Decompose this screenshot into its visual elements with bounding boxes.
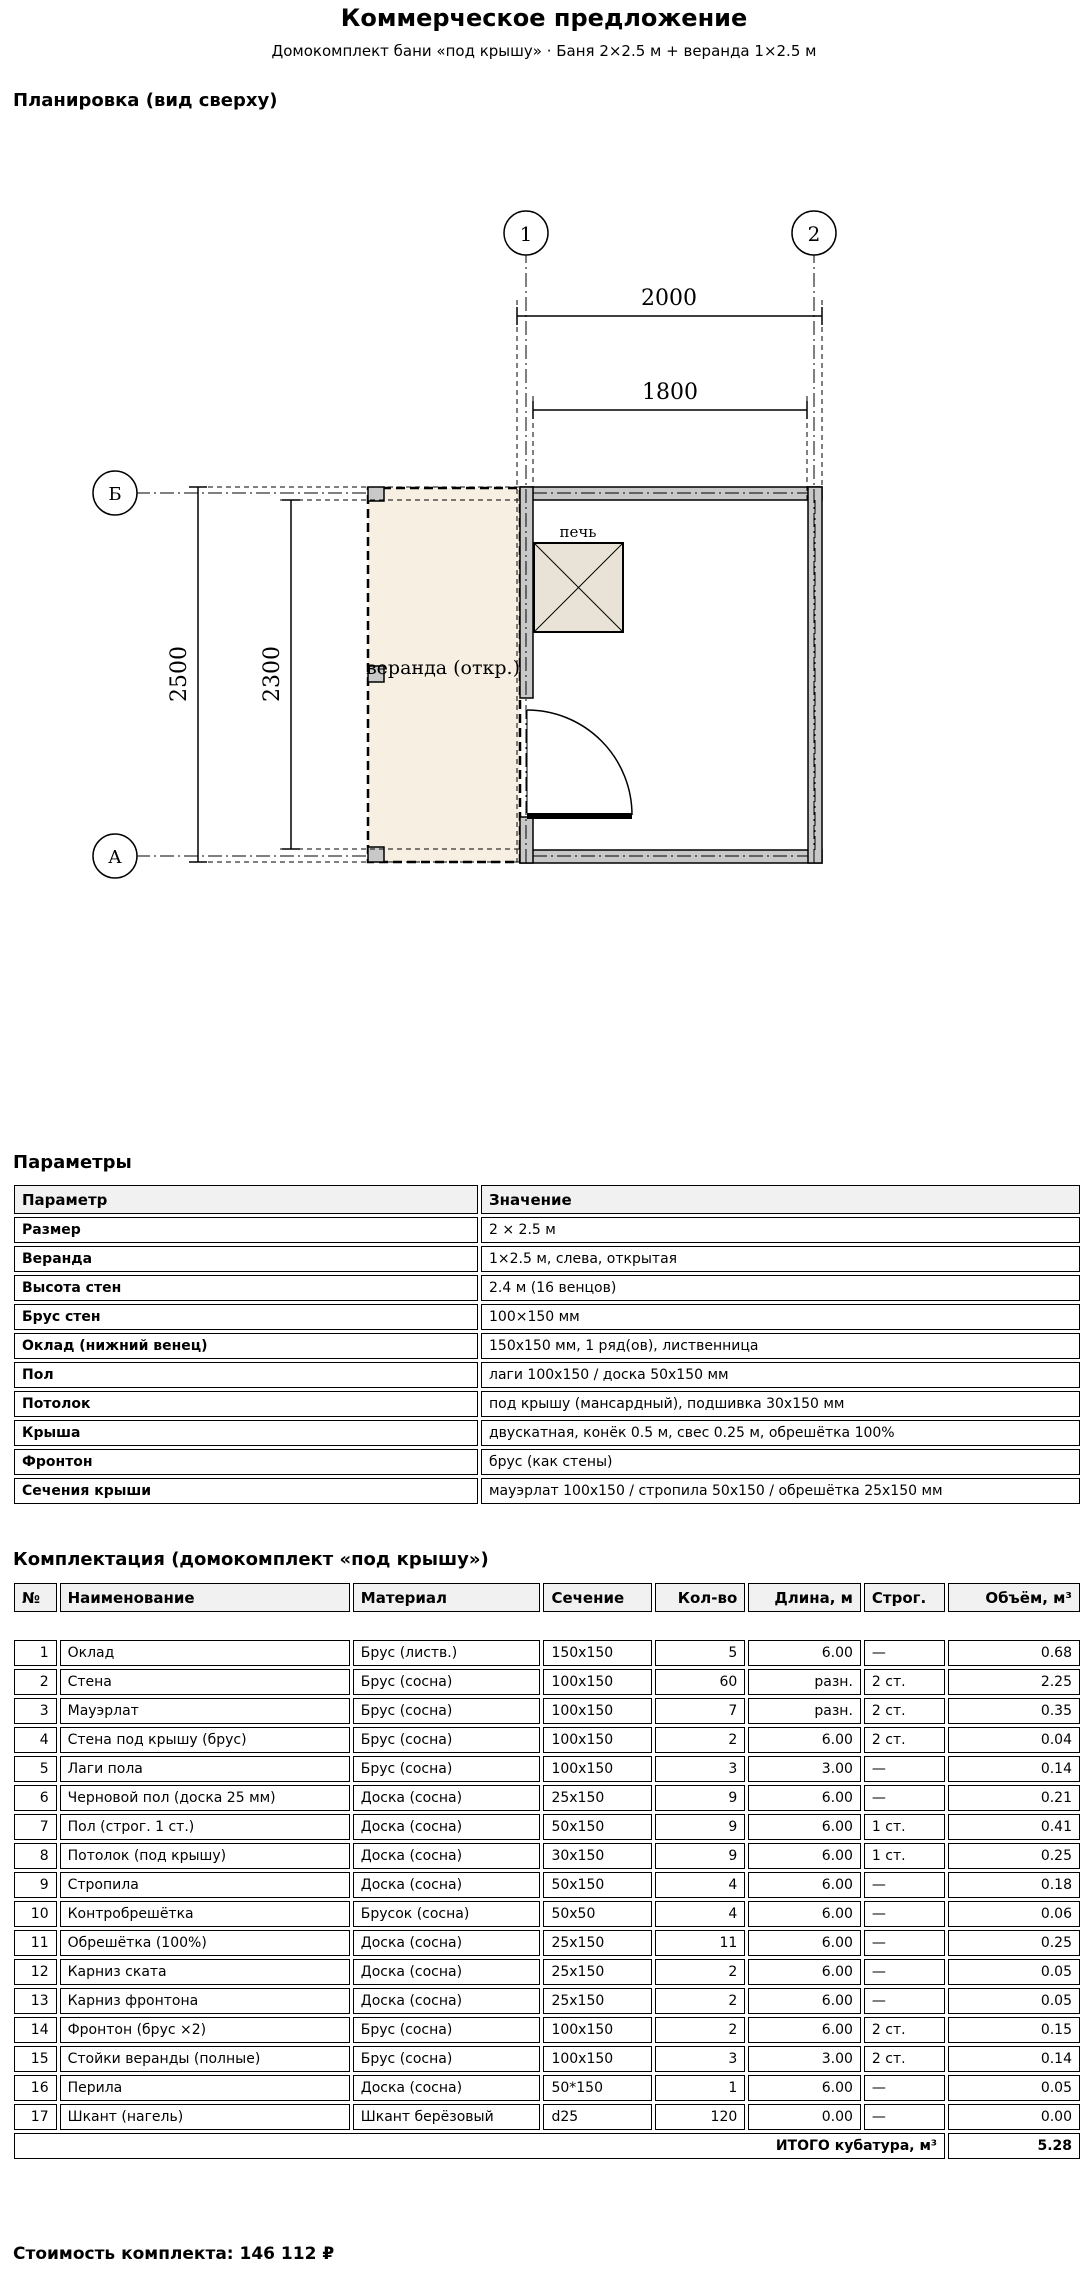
bom-cell-section: 150x150 xyxy=(543,1640,652,1666)
stove xyxy=(534,543,623,632)
param-name: Оклад (нижний венец) xyxy=(14,1333,478,1359)
bom-col-section: Сечение xyxy=(543,1583,652,1612)
bom-cell-num: 3 xyxy=(14,1698,57,1724)
bom-cell-num: 12 xyxy=(14,1959,57,1985)
bom-col-material: Материал xyxy=(353,1583,541,1612)
bom-col-length: Длина, м xyxy=(748,1583,861,1612)
bom-cell-length: 6.00 xyxy=(748,2017,861,2043)
bom-cell-volume: 0.68 xyxy=(948,1640,1080,1666)
table-row xyxy=(14,1785,1080,1811)
bom-cell-num: 17 xyxy=(14,2104,57,2130)
door xyxy=(527,710,632,819)
table-row xyxy=(14,1988,1080,2014)
svg-text:2500: 2500 xyxy=(167,646,192,702)
bom-header-row xyxy=(14,1583,1080,1612)
table-row xyxy=(14,1901,1080,1927)
bom-cell-num: 11 xyxy=(14,1930,57,1956)
bom-cell-planing: 2 ст. xyxy=(864,2017,945,2043)
param-name: Фронтон xyxy=(14,1449,478,1475)
bom-cell-num: 6 xyxy=(14,1785,57,1811)
bom-cell-section: 100x150 xyxy=(543,1756,652,1782)
params-row xyxy=(14,1362,1080,1388)
param-value: 150x150 мм, 1 ряд(ов), лиственница xyxy=(481,1333,1080,1359)
param-value: под крышу (мансардный), подшивка 30x150 мм xyxy=(481,1391,1080,1417)
bom-cell-planing: — xyxy=(864,1640,945,1666)
bom-cell-length: 6.00 xyxy=(748,1872,861,1898)
table-row xyxy=(14,1640,1080,1666)
param-value: брус (как стены) xyxy=(481,1449,1080,1475)
bom-cell-planing: 2 ст. xyxy=(864,1698,945,1724)
bom-cell-section: 30x150 xyxy=(543,1843,652,1869)
bom-cell-qty: 4 xyxy=(655,1872,745,1898)
bom-cell-qty: 4 xyxy=(655,1901,745,1927)
veranda-post-top xyxy=(368,487,384,501)
params-row xyxy=(14,1420,1080,1446)
bom-cell-planing: — xyxy=(864,2075,945,2101)
bom-cell-section: 100x150 xyxy=(543,2017,652,2043)
kit-cost: Стоимость комплекта: 146 112 ₽ xyxy=(13,2244,335,2264)
bom-cell-planing: — xyxy=(864,1959,945,1985)
bom-col-volume: Объём, м³ xyxy=(948,1583,1080,1612)
svg-text:А: А xyxy=(108,847,122,868)
bom-cell-section: 50*150 xyxy=(543,2075,652,2101)
bom-cell-volume: 0.00 xyxy=(948,2104,1080,2130)
table-row xyxy=(14,1872,1080,1898)
bom-cell-volume: 0.05 xyxy=(948,1988,1080,2014)
bom-cell-section: 100x150 xyxy=(543,1669,652,1695)
bom-col-planing: Строг. xyxy=(864,1583,945,1612)
bom-cell-material: Брус (сосна) xyxy=(353,1698,541,1724)
bom-cell-section: 25x150 xyxy=(543,1959,652,1985)
table-row xyxy=(14,1698,1080,1724)
bom-cell-qty: 2 xyxy=(655,2017,745,2043)
bom-total-label: ИТОГО кубатура, м³ xyxy=(14,2133,945,2159)
params-header-row xyxy=(14,1185,1080,1214)
param-name: Размер xyxy=(14,1217,478,1243)
bom-cell-length: 6.00 xyxy=(748,1640,861,1666)
bom-cell-qty: 2 xyxy=(655,1727,745,1753)
bom-cell-material: Брус (сосна) xyxy=(353,1669,541,1695)
bom-cell-material: Доска (сосна) xyxy=(353,1872,541,1898)
floor-plan-drawing xyxy=(0,120,1088,1020)
bom-cell-length: 6.00 xyxy=(748,1988,861,2014)
bom-cell-length: 6.00 xyxy=(748,2075,861,2101)
bom-cell-qty: 3 xyxy=(655,1756,745,1782)
stove-label: печь xyxy=(559,523,597,541)
bom-cell-planing: — xyxy=(864,2104,945,2130)
bom-cell-num: 9 xyxy=(14,1872,57,1898)
bom-cell-material: Брус (листв.) xyxy=(353,1640,541,1666)
bom-cell-section: 50x150 xyxy=(543,1872,652,1898)
bom-cell-qty: 2 xyxy=(655,1959,745,1985)
bom-cell-num: 8 xyxy=(14,1843,57,1869)
bom-cell-material: Доска (сосна) xyxy=(353,1930,541,1956)
bom-cell-volume: 0.15 xyxy=(948,2017,1080,2043)
bom-cell-volume: 2.25 xyxy=(948,1669,1080,1695)
bom-cell-num: 15 xyxy=(14,2046,57,2072)
bom-cell-length: 6.00 xyxy=(748,1843,861,1869)
bom-cell-planing: 1 ст. xyxy=(864,1814,945,1840)
bom-cell-material: Доска (сосна) xyxy=(353,1843,541,1869)
bom-cell-name: Оклад xyxy=(60,1640,350,1666)
bom-cell-num: 4 xyxy=(14,1727,57,1753)
bom-cell-planing: 2 ст. xyxy=(864,2046,945,2072)
table-row xyxy=(14,2104,1080,2130)
bom-cell-section: 50x50 xyxy=(543,1901,652,1927)
plan-heading: Планировка (вид сверху) xyxy=(13,90,278,111)
params-row xyxy=(14,1304,1080,1330)
bom-cell-name: Обрешётка (100%) xyxy=(60,1930,350,1956)
param-name: Брус стен xyxy=(14,1304,478,1330)
params-row xyxy=(14,1478,1080,1504)
param-value: лаги 100x150 / доска 50x150 мм xyxy=(481,1362,1080,1388)
bom-cell-section: d25 xyxy=(543,2104,652,2130)
param-value: 2.4 м (16 венцов) xyxy=(481,1275,1080,1301)
bom-cell-length: 6.00 xyxy=(748,1930,861,1956)
bom-table xyxy=(11,1580,1083,2162)
bom-cell-section: 100x150 xyxy=(543,2046,652,2072)
bom-cell-name: Стена xyxy=(60,1669,350,1695)
svg-text:2300: 2300 xyxy=(260,646,285,702)
bom-cell-num: 16 xyxy=(14,2075,57,2101)
table-row xyxy=(14,2046,1080,2072)
bom-cell-num: 2 xyxy=(14,1669,57,1695)
bom-cell-length: разн. xyxy=(748,1669,861,1695)
bom-cell-length: 6.00 xyxy=(748,1959,861,1985)
bom-cell-qty: 5 xyxy=(655,1640,745,1666)
bom-cell-name: Карниз фронтона xyxy=(60,1988,350,2014)
bom-spacer-row xyxy=(14,1615,1080,1637)
bom-cell-num: 14 xyxy=(14,2017,57,2043)
bom-cell-name: Пол (строг. 1 ст.) xyxy=(60,1814,350,1840)
bom-col-name: Наименование xyxy=(60,1583,350,1612)
svg-text:1800: 1800 xyxy=(642,380,698,405)
bom-cell-material: Брус (сосна) xyxy=(353,1727,541,1753)
params-row xyxy=(14,1391,1080,1417)
param-name: Сечения крыши xyxy=(14,1478,478,1504)
bom-cell-length: 3.00 xyxy=(748,1756,861,1782)
bom-cell-qty: 9 xyxy=(655,1785,745,1811)
bom-cell-name: Фронтон (брус ×2) xyxy=(60,2017,350,2043)
table-row xyxy=(14,1843,1080,1869)
bom-cell-num: 10 xyxy=(14,1901,57,1927)
bom-cell-qty: 9 xyxy=(655,1814,745,1840)
svg-text:Б: Б xyxy=(108,484,122,505)
param-name: Высота стен xyxy=(14,1275,478,1301)
axis-bubble-a xyxy=(93,834,137,878)
bom-total-value: 5.28 xyxy=(948,2133,1080,2159)
bom-cell-volume: 0.04 xyxy=(948,1727,1080,1753)
table-row xyxy=(14,2075,1080,2101)
param-value: двускатная, конёк 0.5 м, свес 0.25 м, обрешётка 100% xyxy=(481,1420,1080,1446)
bom-cell-volume: 0.18 xyxy=(948,1872,1080,1898)
params-row xyxy=(14,1333,1080,1359)
bom-cell-length: 6.00 xyxy=(748,1785,861,1811)
param-name: Потолок xyxy=(14,1391,478,1417)
bom-cell-volume: 0.35 xyxy=(948,1698,1080,1724)
bom-cell-num: 13 xyxy=(14,1988,57,2014)
svg-text:2000: 2000 xyxy=(641,286,697,311)
params-heading: Параметры xyxy=(13,1152,132,1173)
axis-bubble-2 xyxy=(792,211,836,255)
bom-cell-section: 100x150 xyxy=(543,1698,652,1724)
table-row xyxy=(14,1959,1080,1985)
dimension-inner-width xyxy=(533,380,807,419)
page-subtitle: Домокомплект бани «под крышу» · Баня 2×2.5 м + веранда 1×2.5 м xyxy=(271,42,817,60)
bom-cell-planing: 1 ст. xyxy=(864,1843,945,1869)
bom-cell-section: 25x150 xyxy=(543,1988,652,2014)
bom-col-qty: Кол-во xyxy=(655,1583,745,1612)
param-value: 100×150 мм xyxy=(481,1304,1080,1330)
bom-cell-num: 7 xyxy=(14,1814,57,1840)
bom-cell-name: Перила xyxy=(60,2075,350,2101)
params-table xyxy=(11,1182,1083,1507)
axis-bubble-b xyxy=(93,471,137,515)
bom-cell-volume: 0.06 xyxy=(948,1901,1080,1927)
bom-cell-length: 6.00 xyxy=(748,1901,861,1927)
bom-cell-section: 50x150 xyxy=(543,1814,652,1840)
bom-cell-length: 3.00 xyxy=(748,2046,861,2072)
bom-cell-qty: 2 xyxy=(655,1988,745,2014)
bom-cell-qty: 7 xyxy=(655,1698,745,1724)
axis-bubble-1 xyxy=(504,211,548,255)
table-row xyxy=(14,1814,1080,1840)
bom-cell-material: Брусок (сосна) xyxy=(353,1901,541,1927)
bom-cell-qty: 60 xyxy=(655,1669,745,1695)
bom-cell-planing: — xyxy=(864,1785,945,1811)
params-row xyxy=(14,1217,1080,1243)
dimension-outer-length xyxy=(167,487,207,862)
dimension-outer-width xyxy=(517,286,822,325)
bom-cell-volume: 0.21 xyxy=(948,1785,1080,1811)
bom-cell-section: 25x150 xyxy=(543,1930,652,1956)
bom-cell-section: 25x150 xyxy=(543,1785,652,1811)
bom-cell-material: Доска (сосна) xyxy=(353,1785,541,1811)
param-value: 1×2.5 м, слева, открытая xyxy=(481,1246,1080,1272)
bom-cell-qty: 9 xyxy=(655,1843,745,1869)
svg-text:2: 2 xyxy=(807,222,821,246)
params-row xyxy=(14,1246,1080,1272)
bom-cell-name: Контробрешётка xyxy=(60,1901,350,1927)
param-value: 2 × 2.5 м xyxy=(481,1217,1080,1243)
bom-cell-planing: — xyxy=(864,1901,945,1927)
page-title: Коммерческое предложение xyxy=(340,4,748,32)
bom-cell-qty: 3 xyxy=(655,2046,745,2072)
table-row xyxy=(14,1669,1080,1695)
table-row xyxy=(14,1756,1080,1782)
bom-cell-planing: 2 ст. xyxy=(864,1727,945,1753)
bom-cell-name: Мауэрлат xyxy=(60,1698,350,1724)
bom-cell-material: Шкант берёзовый xyxy=(353,2104,541,2130)
bom-cell-name: Карниз ската xyxy=(60,1959,350,1985)
param-value: мауэрлат 100x150 / стропила 50x150 / обрешётка 25x150 мм xyxy=(481,1478,1080,1504)
bom-cell-name: Стена под крышу (брус) xyxy=(60,1727,350,1753)
bom-cell-material: Брус (сосна) xyxy=(353,1756,541,1782)
bom-cell-material: Доска (сосна) xyxy=(353,1814,541,1840)
bom-cell-planing: — xyxy=(864,1756,945,1782)
bom-cell-volume: 0.05 xyxy=(948,1959,1080,1985)
table-row xyxy=(14,2017,1080,2043)
bom-cell-material: Доска (сосна) xyxy=(353,1988,541,2014)
bom-cell-section: 100x150 xyxy=(543,1727,652,1753)
bom-cell-material: Доска (сосна) xyxy=(353,2075,541,2101)
bom-cell-volume: 0.14 xyxy=(948,1756,1080,1782)
bom-cell-name: Шкант (нагель) xyxy=(60,2104,350,2130)
bom-cell-name: Лаги пола xyxy=(60,1756,350,1782)
bom-cell-qty: 1 xyxy=(655,2075,745,2101)
params-col-param: Параметр xyxy=(14,1185,478,1214)
bom-cell-name: Черновой пол (доска 25 мм) xyxy=(60,1785,350,1811)
bom-cell-length: 0.00 xyxy=(748,2104,861,2130)
table-row xyxy=(14,1727,1080,1753)
params-row xyxy=(14,1449,1080,1475)
bom-cell-length: 6.00 xyxy=(748,1727,861,1753)
bom-total-row xyxy=(14,2133,1080,2159)
table-row xyxy=(14,1930,1080,1956)
bom-cell-length: разн. xyxy=(748,1698,861,1724)
bom-cell-name: Потолок (под крышу) xyxy=(60,1843,350,1869)
param-name: Крыша xyxy=(14,1420,478,1446)
bom-cell-planing: — xyxy=(864,1872,945,1898)
param-name: Пол xyxy=(14,1362,478,1388)
bom-cell-material: Брус (сосна) xyxy=(353,2017,541,2043)
bom-cell-volume: 0.14 xyxy=(948,2046,1080,2072)
bom-cell-volume: 0.41 xyxy=(948,1814,1080,1840)
svg-text:1: 1 xyxy=(519,222,533,246)
bom-cell-volume: 0.25 xyxy=(948,1930,1080,1956)
bom-col-num: № xyxy=(14,1583,57,1612)
bom-cell-volume: 0.25 xyxy=(948,1843,1080,1869)
veranda-label: веранда (откр.) xyxy=(365,657,521,679)
bom-cell-material: Брус (сосна) xyxy=(353,2046,541,2072)
bom-cell-length: 6.00 xyxy=(748,1814,861,1840)
bom-cell-name: Стойки веранды (полные) xyxy=(60,2046,350,2072)
dimension-inner-length xyxy=(260,500,300,849)
bom-cell-planing: — xyxy=(864,1988,945,2014)
bom-cell-qty: 11 xyxy=(655,1930,745,1956)
bom-cell-name: Стропила xyxy=(60,1872,350,1898)
bom-cell-planing: — xyxy=(864,1930,945,1956)
bom-cell-num: 5 xyxy=(14,1756,57,1782)
bom-cell-volume: 0.05 xyxy=(948,2075,1080,2101)
bom-cell-num: 1 xyxy=(14,1640,57,1666)
param-name: Веранда xyxy=(14,1246,478,1272)
bom-cell-qty: 120 xyxy=(655,2104,745,2130)
bom-cell-material: Доска (сосна) xyxy=(353,1959,541,1985)
params-col-value: Значение xyxy=(481,1185,1080,1214)
bom-cell-planing: 2 ст. xyxy=(864,1669,945,1695)
bom-heading: Комплектация (домокомплект «под крышу») xyxy=(13,1549,489,1570)
params-row xyxy=(14,1275,1080,1301)
